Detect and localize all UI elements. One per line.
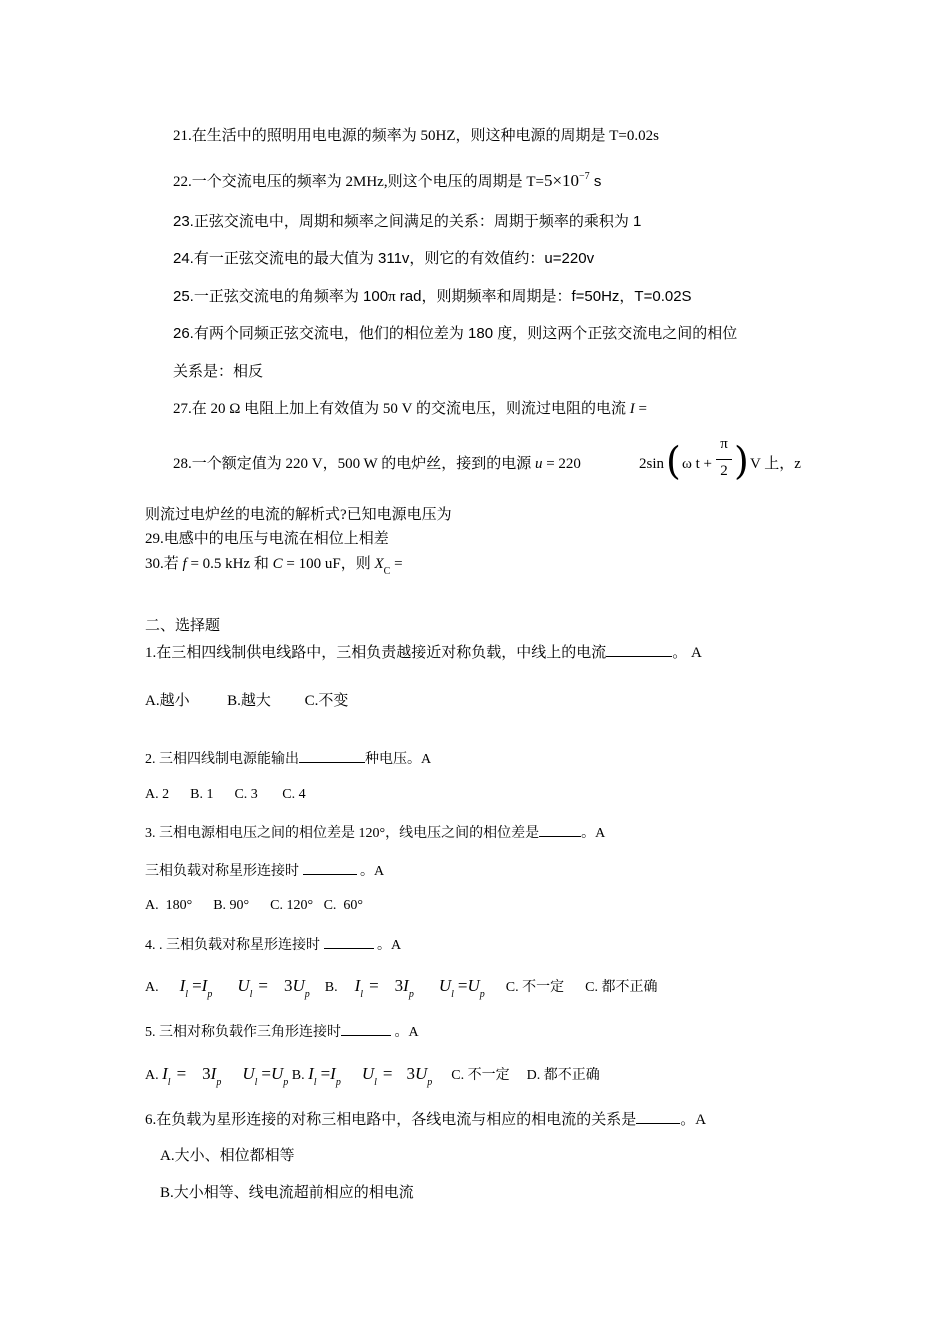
formula-two: 2 — [720, 463, 728, 479]
question-21: 21.在生活中的照明用电电源的频率为 50HZ，则这种电源的周期是 T=0.02s — [173, 128, 659, 144]
option-d-label: D. 都不正确 — [526, 1068, 600, 1083]
option-d-label: C. 都不正确 — [585, 980, 658, 995]
option-c-label: C. 不一定 — [505, 980, 565, 995]
option-a-label: A. — [145, 980, 159, 995]
answer-blank — [324, 934, 374, 949]
option-b-label: B. — [291, 1068, 305, 1083]
answer-blank — [606, 642, 672, 657]
question-28: 28.一个额定值为 220 V，500 W 的电炉丝，接到的电源 u = 220 — [173, 456, 581, 472]
question-25: 25.一正弦交流电的角频率为 100π rad，则期频率和周期是：f=50Hz，T=0.02S — [173, 288, 692, 305]
question-28-line-2: 则流过电炉丝的电流的解析式?已知电源电压为 — [145, 507, 452, 523]
question-24: 24.有一正弦交流电的最大值为 311v，则它的有效值约：u=220v — [173, 250, 595, 267]
period-value: 5×10 — [543, 171, 580, 190]
choice-2: 2. 三相四线制电源能输出 种电压。A — [145, 748, 431, 770]
choice-4-options: A. $I_l =I_p$ $U_l = 3U_p$ B. $I_l = 3I_p$ $U_l =U_p$ C. 不一定 C. 都不正确 — [145, 976, 658, 1000]
fraction-bar — [716, 459, 732, 460]
choice-5-options: A. $I_l = 3I_p$ $U_l =U_p$ B. $I_l =I_p$ $U_l = 3U_p$ C. 不一定 D. 都不正确 — [145, 1064, 600, 1088]
choice-6-option-a: A.大小、相位都相等 — [160, 1148, 295, 1164]
question-27: 27.在 20 Ω 电阻上加上有效值为 50 V 的交流电压，则流过电阻的电流 I = — [173, 401, 647, 417]
option-a-label: A. — [145, 1068, 159, 1083]
option-c-label: C. 不一定 — [451, 1068, 510, 1083]
choice-6-option-b: B.大小相等、线电流超前相应的相电流 — [160, 1185, 414, 1201]
choice-4: 4. . 三相负载对称星形连接时 。A — [145, 934, 401, 956]
question-26-line-2: 关系是：相反 — [173, 363, 264, 380]
question-26-line-1: 26.有两个同频正弦交流电，他们的相位差为 180 度，则这两个正弦交流电之间的相位 — [173, 325, 738, 342]
choice-6: 6.在负载为星形连接的对称三相电路中，各线电流与相应的相电流的关系是 。A — [145, 1109, 706, 1130]
formula-pi: π — [720, 436, 728, 452]
formula-omega-t: ω t + — [682, 456, 712, 472]
formula-right-paren: ) — [734, 439, 749, 483]
answer-blank — [299, 748, 365, 763]
choice-3-star: 三相负载对称星形连接时 。A — [145, 860, 384, 882]
formula-sin: 2sin — [639, 456, 665, 472]
choice-1-options: A.越小 B.越大 C.不变 — [145, 693, 349, 709]
question-29: 29.电感中的电压与电流在相位上相差 — [145, 531, 389, 547]
choice-2-options: A. 2 B. 1 C. 3 C. 4 — [145, 787, 306, 802]
answer-blank — [303, 860, 357, 875]
formula-left-paren: ( — [666, 439, 681, 483]
choice-3-options: A. 180° B. 90° C. 120° C. 60° — [145, 898, 364, 913]
question-23: 23.正弦交流电中，周期和频率之间满足的关系：周期于频率的乘积为 1 — [173, 213, 642, 230]
question-22: 22.一个交流电压的频率为 2MHz,则这个电压的周期是 $T=5\times 10^{-7}$ s — [173, 171, 602, 190]
question-28-tail: V 上，z — [750, 456, 801, 472]
choice-1: 1.在三相四线制供电线路中，三相负责越接近对称负载，中线上的电流 。 A — [145, 642, 702, 663]
choice-3: 3. 三相电源相电压之间的相位差是 120°，线电压之间的相位差是 。A — [145, 822, 605, 844]
answer-blank — [636, 1109, 680, 1124]
choice-5: 5. 三相对称负载作三角形连接时 。A — [145, 1021, 419, 1043]
section-heading: 二、选择题 — [145, 618, 221, 634]
answer-blank — [539, 822, 581, 837]
question-30: 30.若 f = 0.5 kHz 和 C = 100 uF，则 $X_C$ = — [145, 556, 403, 577]
option-b-label: B. — [324, 980, 338, 995]
answer-blank — [341, 1021, 391, 1036]
